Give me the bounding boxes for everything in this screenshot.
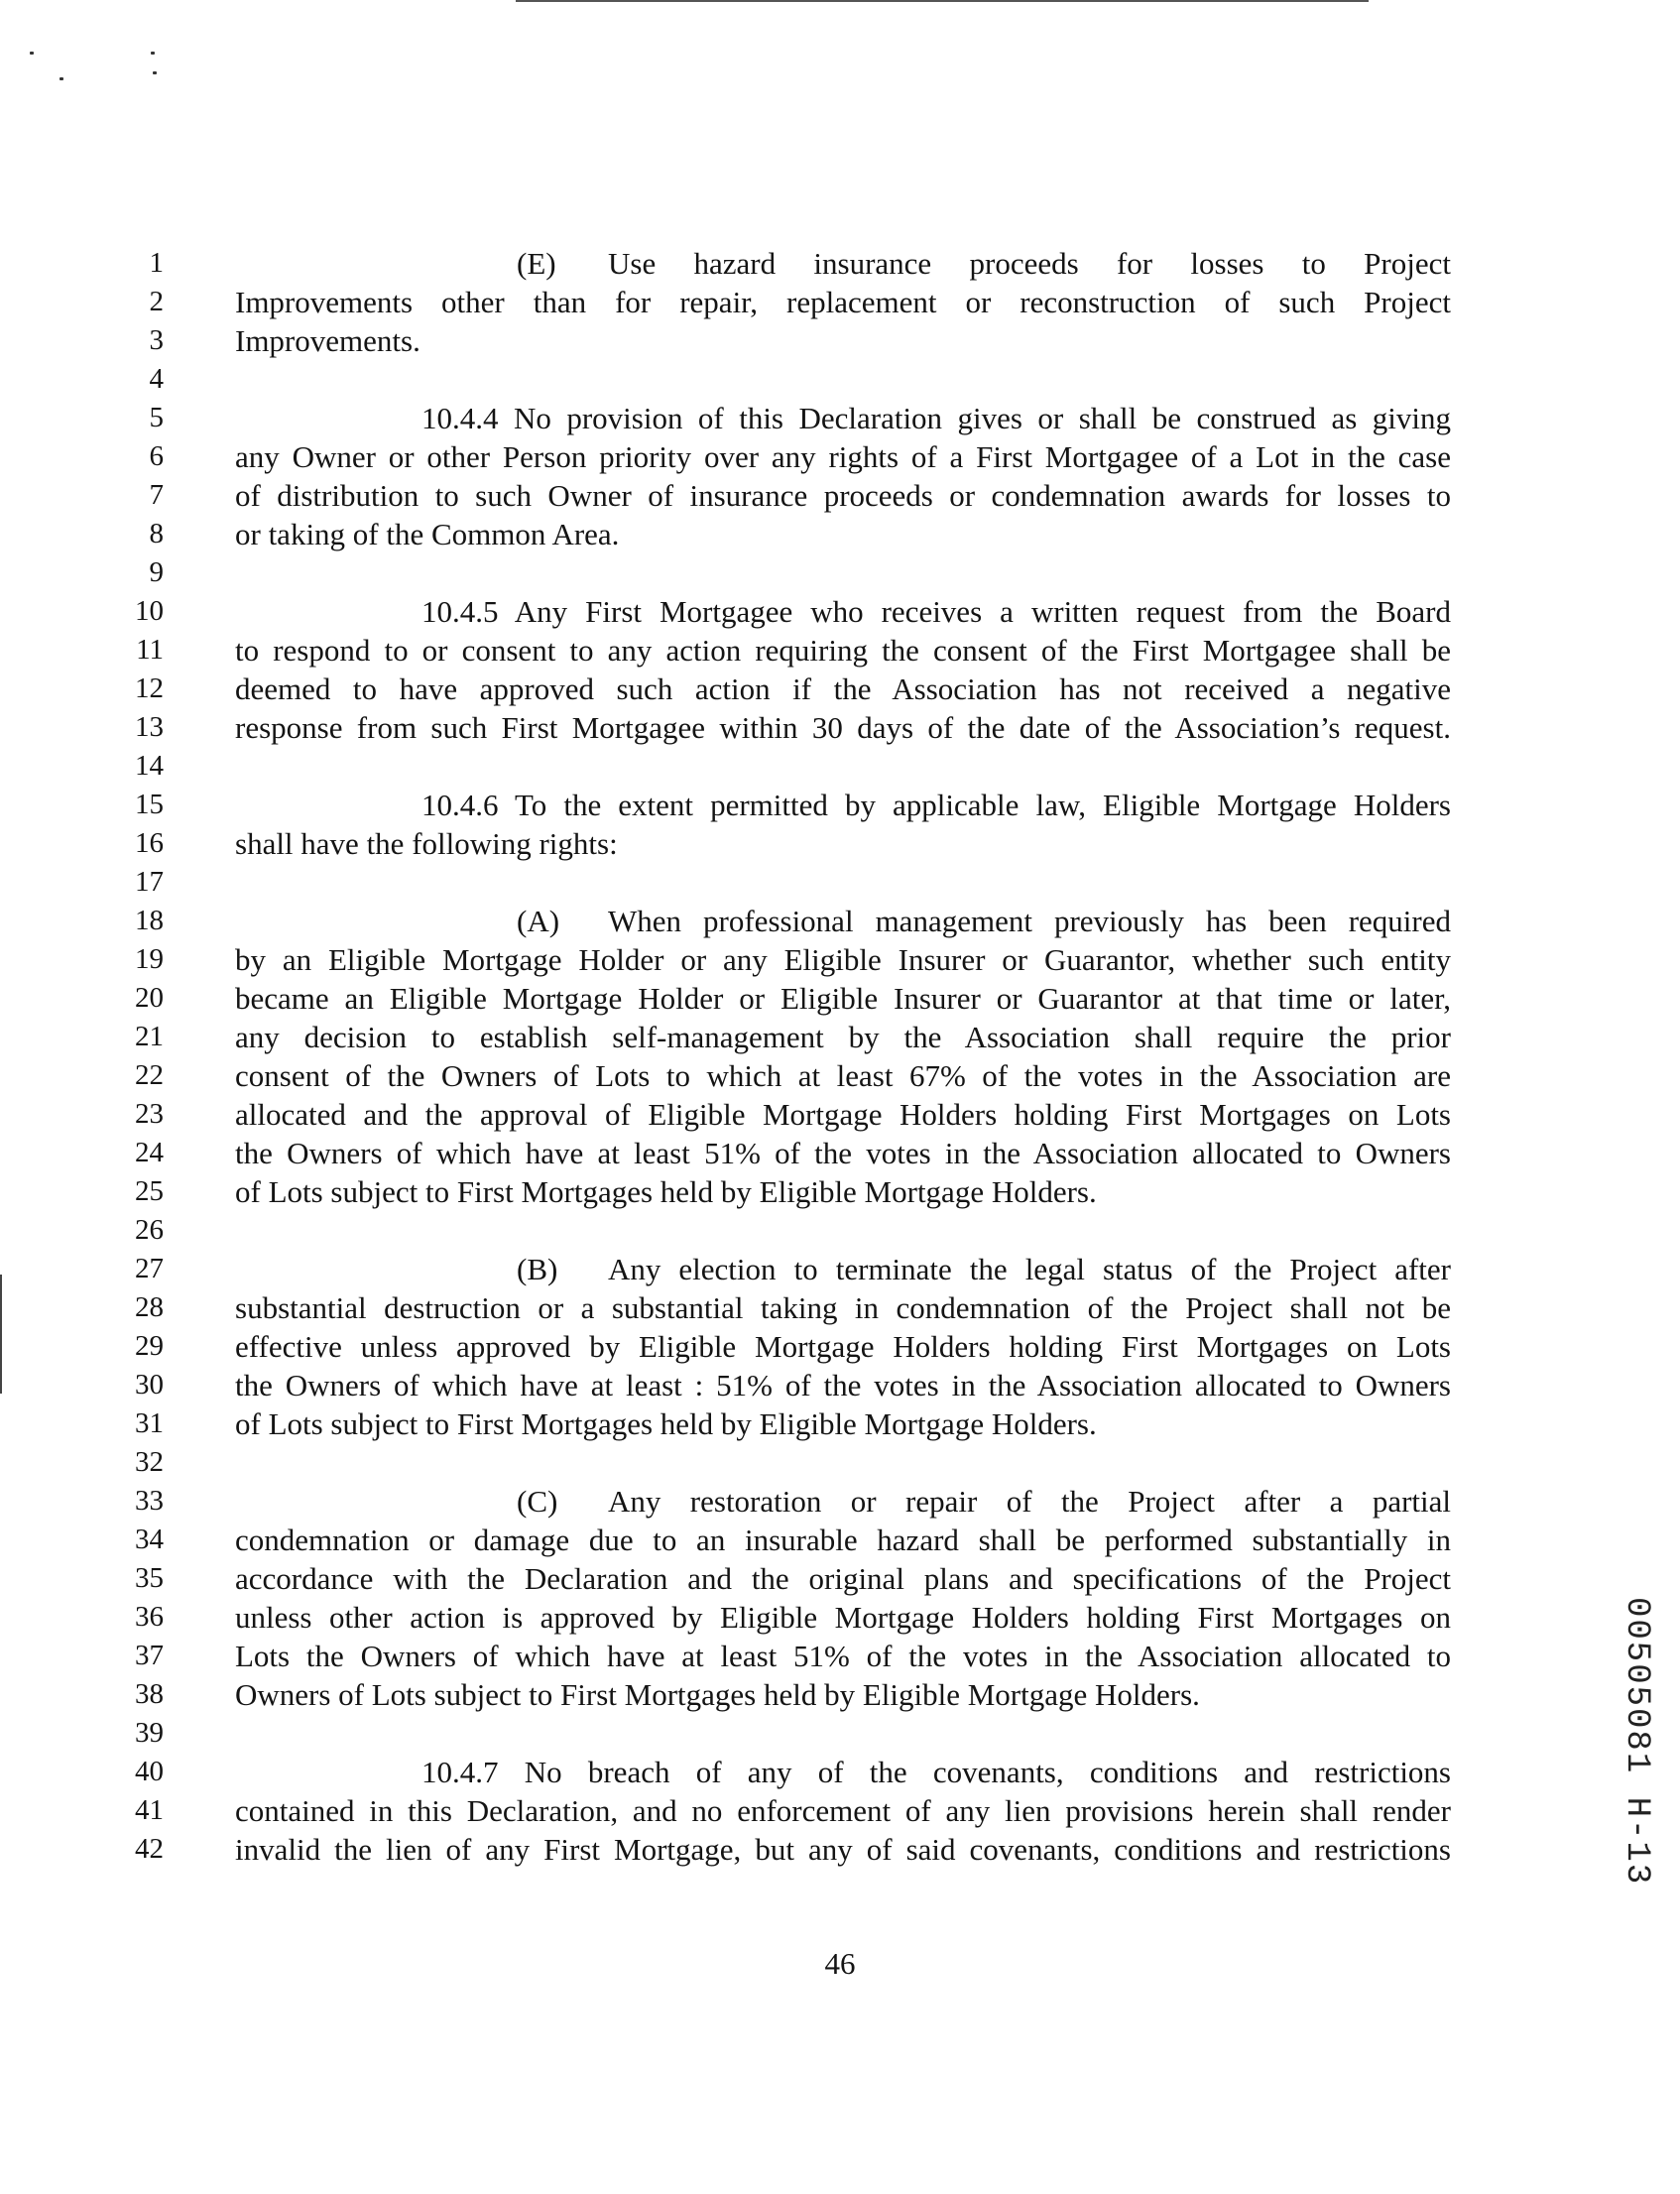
line-number: 30 — [135, 1369, 164, 1401]
line-text: any Owner or other Person priority over any rights of a First Mortgagee of a Lot in the case — [235, 439, 1451, 474]
line-number: 16 — [135, 827, 164, 859]
line-number: 25 — [135, 1175, 164, 1207]
numbered-line — [0, 244, 1680, 283]
line-text: or taking of the Common Area. — [235, 517, 620, 551]
line-text: to respond to or consent to any action requiring the consent of the First Mortgagee shall be — [235, 633, 1451, 668]
line-number: 19 — [135, 943, 164, 975]
line-number: 32 — [135, 1446, 164, 1478]
numbered-line — [0, 1056, 1680, 1095]
line-number: 12 — [135, 672, 164, 704]
line-number: 8 — [149, 518, 164, 549]
line-text: any decision to establish self-management by the Association shall require the prior — [235, 1020, 1451, 1054]
numbered-line — [0, 902, 1680, 940]
numbered-line — [0, 1443, 1680, 1482]
scan-top-rule — [516, 0, 1369, 2]
numbered-line — [0, 1598, 1680, 1637]
numbered-line — [0, 1095, 1680, 1134]
numbered-line — [0, 360, 1680, 399]
numbered-line — [0, 1327, 1680, 1366]
line-number: 39 — [135, 1717, 164, 1749]
numbered-line — [0, 1366, 1680, 1404]
scan-speck — [151, 52, 155, 55]
line-text: (B) Any election to terminate the legal status of the Project after — [517, 1252, 1451, 1286]
line-text: condemnation or damage due to an insurable hazard shall be performed substantially in — [235, 1523, 1451, 1557]
bates-stamp-text: 00505081 H-13 — [1618, 1597, 1655, 1887]
numbered-line — [0, 553, 1680, 592]
line-text: Improvements. — [235, 323, 420, 358]
line-number: 7 — [149, 479, 164, 511]
line-number: 9 — [149, 556, 164, 588]
line-number: 11 — [136, 634, 164, 666]
subsection-marker: (A) — [517, 904, 560, 938]
line-number: 40 — [135, 1756, 164, 1787]
numbered-line — [0, 1521, 1680, 1559]
line-number: 5 — [149, 402, 164, 433]
line-text: became an Eligible Mortgage Holder or Eligible Insurer or Guarantor at that time or later, — [235, 981, 1451, 1016]
line-text: 10.4.5 Any First Mortgagee who receives a written request from the Board — [421, 594, 1451, 629]
line-number: 27 — [135, 1253, 164, 1284]
subsection-marker: (B) — [517, 1252, 558, 1286]
subsection-marker: (C) — [517, 1484, 558, 1519]
numbered-line — [0, 1211, 1680, 1250]
numbered-line — [0, 786, 1680, 824]
numbered-line — [0, 1134, 1680, 1172]
line-text: unless other action is approved by Eligible Mortgage Holders holding First Mortgages on — [235, 1600, 1451, 1635]
numbered-line — [0, 1791, 1680, 1830]
numbered-line — [0, 1675, 1680, 1714]
line-number: 4 — [149, 363, 164, 395]
numbered-line — [0, 515, 1680, 553]
line-number: 24 — [135, 1137, 164, 1168]
line-number: 34 — [135, 1524, 164, 1555]
line-number: 37 — [135, 1640, 164, 1671]
numbered-line — [0, 863, 1680, 902]
line-number: 2 — [149, 286, 164, 317]
line-number: 13 — [135, 711, 164, 743]
line-text: the Owners of which have at least 51% of the votes in the Association allocated to Owners — [235, 1136, 1451, 1170]
numbered-line — [0, 1753, 1680, 1791]
numbered-line — [0, 476, 1680, 515]
scan-speck — [60, 77, 63, 80]
line-number: 1 — [149, 247, 164, 279]
numbered-line — [0, 321, 1680, 360]
line-number: 22 — [135, 1059, 164, 1091]
line-number: 18 — [135, 905, 164, 936]
line-text: 10.4.7 No breach of any of the covenants, conditions and restrictions — [421, 1755, 1451, 1789]
numbered-line — [0, 670, 1680, 708]
page-number: 46 — [824, 1946, 856, 1981]
numbered-line — [0, 708, 1680, 747]
line-number: 3 — [149, 324, 164, 356]
line-number: 29 — [135, 1330, 164, 1362]
line-text: allocated and the approval of Eligible Mortgage Holders holding First Mortgages on Lots — [235, 1097, 1451, 1132]
line-number: 42 — [135, 1833, 164, 1865]
line-number: 17 — [135, 866, 164, 898]
numbered-line — [0, 1018, 1680, 1056]
numbered-line — [0, 1404, 1680, 1443]
line-number: 41 — [135, 1794, 164, 1826]
bates-stamp — [1617, 1597, 1656, 1894]
line-text: of Lots subject to First Mortgages held by Eligible Mortgage Holders. — [235, 1174, 1097, 1209]
line-text: substantial destruction or a substantial taking in condemnation of the Project shall not be — [235, 1290, 1451, 1325]
numbered-line — [0, 631, 1680, 670]
line-number: 10 — [135, 595, 164, 627]
numbered-line — [0, 940, 1680, 979]
line-number: 6 — [149, 440, 164, 472]
numbered-line — [0, 1288, 1680, 1327]
numbered-line — [0, 592, 1680, 631]
line-text: Owners of Lots subject to First Mortgages held by Eligible Mortgage Holders. — [235, 1677, 1200, 1712]
numbered-line — [0, 283, 1680, 321]
line-text: (C) Any restoration or repair of the Project after a partial — [517, 1484, 1451, 1519]
line-text: consent of the Owners of Lots to which at least 67% of the votes in the Association are — [235, 1058, 1451, 1093]
scan-speck — [30, 52, 34, 55]
line-number: 21 — [135, 1021, 164, 1052]
numbered-line — [0, 824, 1680, 863]
line-number: 20 — [135, 982, 164, 1014]
line-text: (E) Use hazard insurance proceeds for losses to Project — [517, 246, 1451, 281]
numbered-line — [0, 1559, 1680, 1598]
line-text: 10.4.6 To the extent permitted by applicable law, Eligible Mortgage Holders — [421, 788, 1451, 822]
line-number: 38 — [135, 1678, 164, 1710]
subsection-marker: (E) — [517, 246, 556, 281]
line-text: of Lots subject to First Mortgages held by Eligible Mortgage Holders. — [235, 1406, 1097, 1441]
line-text: shall have the following rights: — [235, 826, 618, 861]
numbered-line — [0, 1482, 1680, 1521]
line-text: the Owners of which have at least : 51% of the votes in the Association allocated to Owners — [235, 1368, 1451, 1402]
numbered-line — [0, 437, 1680, 476]
numbered-line — [0, 1714, 1680, 1753]
line-number: 23 — [135, 1098, 164, 1130]
numbered-line — [0, 399, 1680, 437]
line-text: deemed to have approved such action if the Association has not received a negative — [235, 671, 1451, 706]
line-text: Improvements other than for repair, replacement or reconstruction of such Project — [235, 285, 1451, 319]
scan-speck — [153, 71, 157, 74]
line-text: (A) When professional management previously has been required — [517, 904, 1451, 938]
numbered-line — [0, 1830, 1680, 1869]
line-text: by an Eligible Mortgage Holder or any Eligible Insurer or Guarantor, whether such entity — [235, 942, 1451, 977]
numbered-line — [0, 1250, 1680, 1288]
line-number: 28 — [135, 1291, 164, 1323]
line-number: 33 — [135, 1485, 164, 1517]
numbered-line — [0, 747, 1680, 786]
line-text: contained in this Declaration, and no enforcement of any lien provisions herein shall render — [235, 1793, 1451, 1828]
numbered-line — [0, 1637, 1680, 1675]
line-text: response from such First Mortgagee within 30 days of the date of the Association’s request. — [235, 710, 1451, 745]
line-text: 10.4.4 No provision of this Declaration gives or shall be construed as giving — [421, 401, 1451, 435]
line-text: invalid the lien of any First Mortgage, but any of said covenants, conditions and restrictions — [235, 1832, 1451, 1867]
line-text: accordance with the Declaration and the original plans and specifications of the Project — [235, 1561, 1451, 1596]
line-number: 15 — [135, 789, 164, 820]
line-text: of distribution to such Owner of insurance proceeds or condemnation awards for losses to — [235, 478, 1451, 513]
line-number: 26 — [135, 1214, 164, 1246]
numbered-line — [0, 1172, 1680, 1211]
numbered-line — [0, 979, 1680, 1018]
line-text: effective unless approved by Eligible Mortgage Holders holding First Mortgages on Lots — [235, 1329, 1451, 1364]
line-text: Lots the Owners of which have at least 51% of the votes in the Association allocated to — [235, 1639, 1451, 1673]
line-number: 35 — [135, 1562, 164, 1594]
line-number: 31 — [135, 1407, 164, 1439]
line-number: 14 — [135, 750, 164, 782]
line-number: 36 — [135, 1601, 164, 1633]
